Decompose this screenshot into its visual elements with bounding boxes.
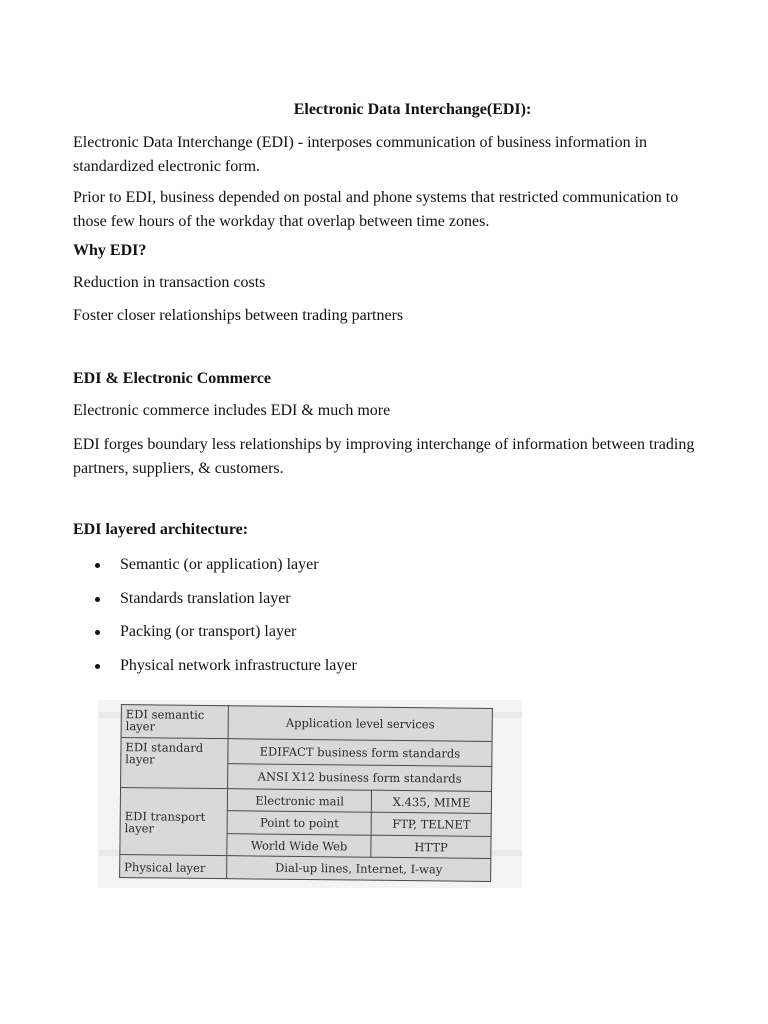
list-item-text: Packing (or transport) layer: [120, 623, 297, 640]
transport-protocol: HTTP: [371, 835, 491, 859]
transport-protocol: FTP, TELNET: [371, 813, 491, 837]
page-title: Electronic Data Interchange(EDI):: [293, 101, 532, 118]
standard-layer-label: EDI standard layer: [121, 737, 229, 788]
list-item: [95, 620, 357, 654]
layer-list: [95, 553, 357, 687]
intro-paragraph-2: Prior to EDI, business depended on postal and phone systems that restricted communication to those few hours of the workday that overlap between time zones.: [73, 189, 679, 230]
edi-layer-table: [119, 704, 493, 882]
list-item-text: Standards translation layer: [120, 589, 291, 607]
semantic-layer-label: EDI semantic layer: [121, 705, 228, 739]
semantic-layer-value: Application level services: [228, 706, 492, 742]
bullet-icon: [95, 664, 100, 669]
transport-layer-label: EDI transport layer: [120, 787, 228, 856]
standard-layer-value: EDIFACT business form standards: [228, 738, 492, 766]
physical-layer-label: Physical layer: [120, 855, 227, 879]
ecommerce-heading: EDI & Electronic Commerce: [73, 370, 272, 387]
intro-paragraph-1: Electronic Data Interchange (EDI) - interposes communication of business information in standardized electronic form.: [73, 134, 648, 175]
ecommerce-paragraph-2: EDI forges boundary less relationships by improving interchange of information between trading partners, suppliers, & customers.: [73, 436, 695, 477]
edi-architecture-figure: [98, 700, 522, 888]
bullet-icon: [95, 597, 100, 602]
bullet-icon: [95, 563, 100, 568]
ecommerce-paragraph-1: Electronic commerce includes EDI & much more: [73, 402, 391, 419]
list-item-text: Physical network infrastructure layer: [120, 656, 357, 674]
physical-layer-value: Dial-up lines, Internet, I-way: [227, 856, 491, 881]
transport-protocol: X.435, MIME: [372, 790, 492, 814]
transport-service: Electronic mail: [227, 789, 372, 813]
bullet-icon: [95, 630, 100, 635]
list-item: [95, 654, 357, 688]
reason-line: Foster closer relationships between trading partners: [73, 307, 404, 324]
transport-service: World Wide Web: [227, 834, 372, 858]
list-item: [95, 553, 357, 587]
transport-service: Point to point: [227, 811, 372, 835]
why-edi-heading: Why EDI?: [73, 242, 147, 259]
reason-line: Reduction in transaction costs: [73, 274, 266, 291]
list-item-text: Semantic (or application) layer: [120, 556, 319, 573]
list-item: [95, 587, 357, 621]
architecture-heading: EDI layered architecture:: [73, 521, 249, 538]
standard-layer-value: ANSI X12 business form standards: [228, 764, 492, 791]
